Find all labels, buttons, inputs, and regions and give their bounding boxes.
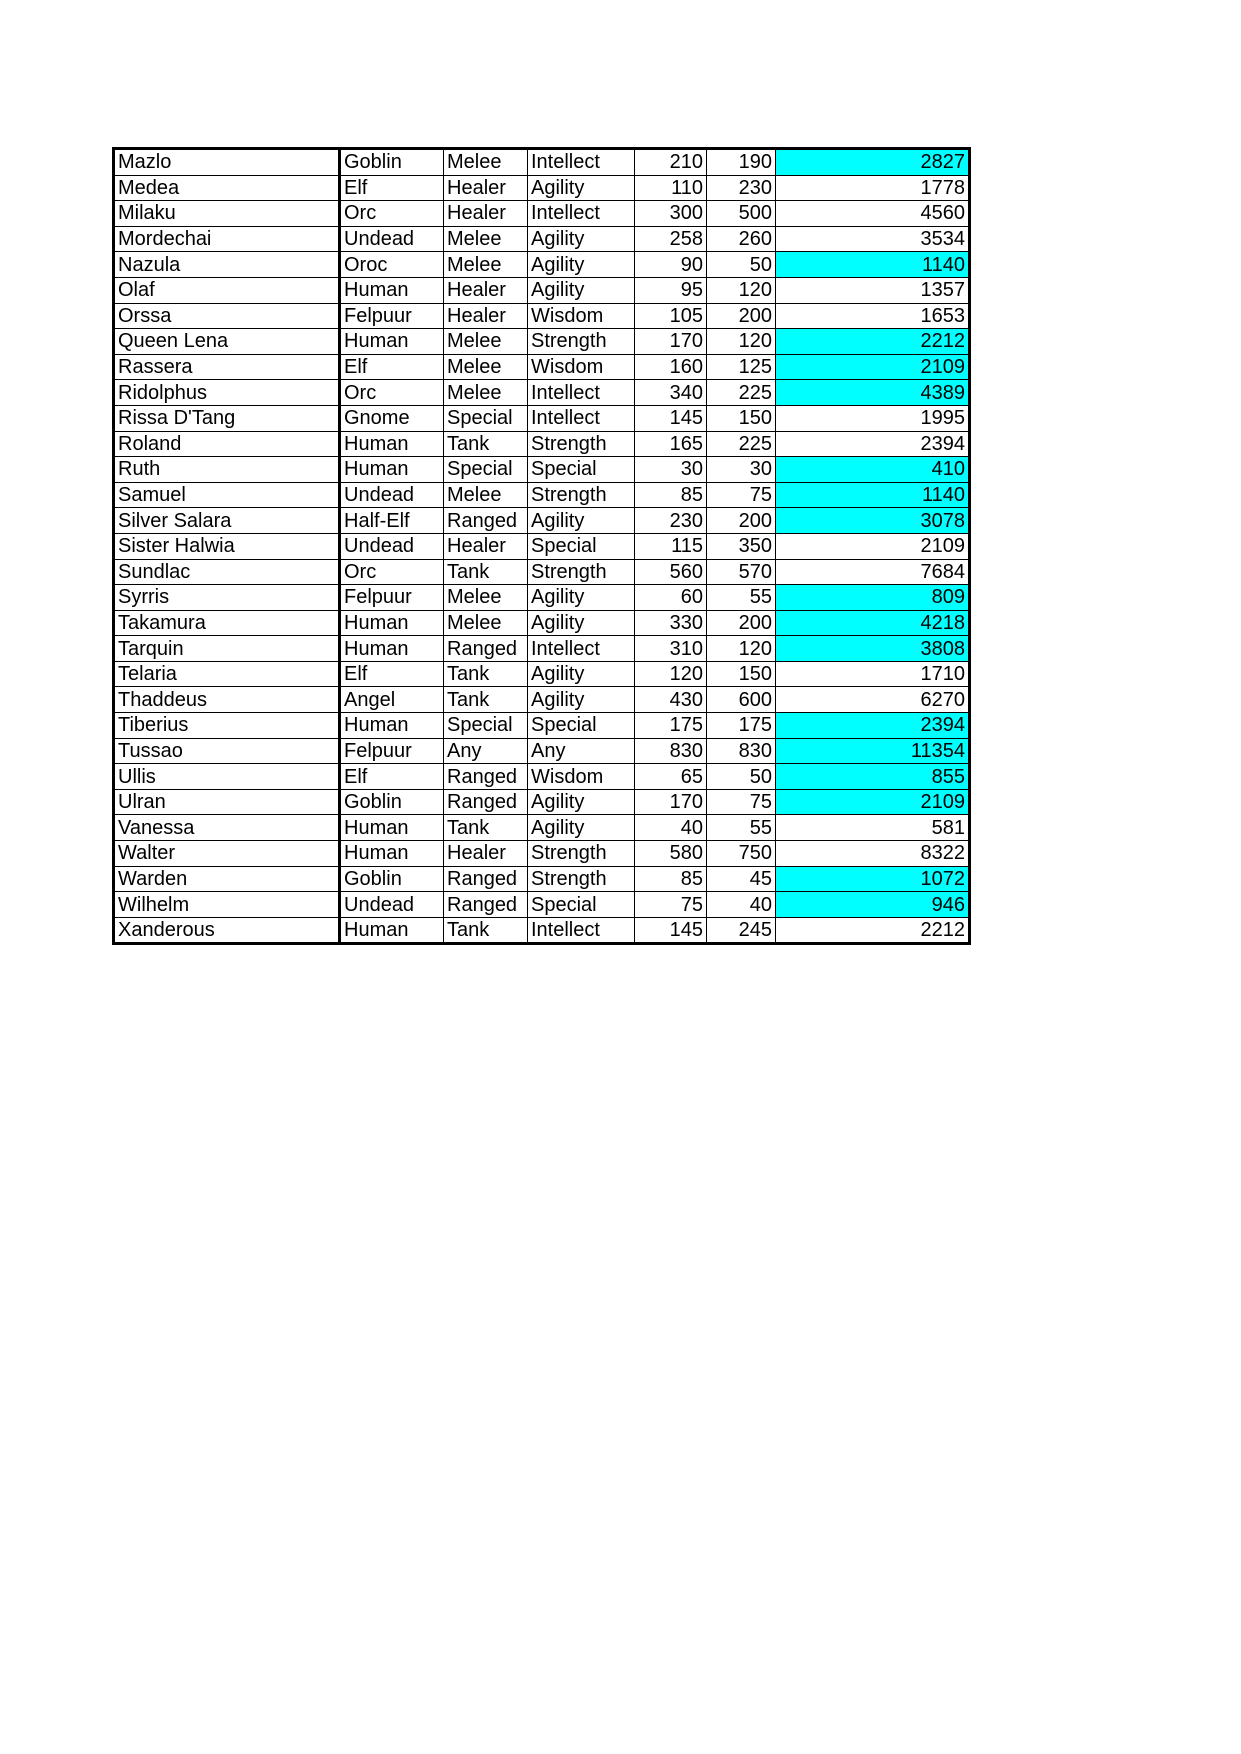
- table-row: [114, 457, 970, 483]
- table-row: [114, 713, 970, 739]
- total-cell: 7684: [776, 559, 970, 585]
- stat-cell: Agility: [528, 508, 635, 534]
- role-cell: Melee: [444, 149, 528, 176]
- character-table: [112, 147, 971, 945]
- table-row: [114, 815, 970, 841]
- table-row: [114, 431, 970, 457]
- table-row: [114, 892, 970, 918]
- role-cell: Special: [444, 713, 528, 739]
- name-cell: Medea: [114, 175, 340, 201]
- name-cell: Mazlo: [114, 149, 340, 176]
- value1-cell: 170: [635, 329, 707, 355]
- total-cell: 1653: [776, 303, 970, 329]
- name-cell: Ruth: [114, 457, 340, 483]
- table-row: [114, 226, 970, 252]
- total-cell: 6270: [776, 687, 970, 713]
- table-row: [114, 533, 970, 559]
- stat-cell: Strength: [528, 841, 635, 867]
- race-cell: Elf: [340, 661, 444, 687]
- value1-cell: 145: [635, 405, 707, 431]
- race-cell: Human: [340, 431, 444, 457]
- race-cell: Felpuur: [340, 303, 444, 329]
- role-cell: Special: [444, 457, 528, 483]
- stat-cell: Strength: [528, 559, 635, 585]
- value1-cell: 85: [635, 866, 707, 892]
- stat-cell: Wisdom: [528, 303, 635, 329]
- stat-cell: Strength: [528, 482, 635, 508]
- race-cell: Elf: [340, 354, 444, 380]
- value1-cell: 210: [635, 149, 707, 176]
- table-row: [114, 354, 970, 380]
- value1-cell: 65: [635, 764, 707, 790]
- value2-cell: 120: [707, 636, 776, 662]
- table-row: [114, 687, 970, 713]
- race-cell: Oroc: [340, 252, 444, 278]
- value2-cell: 150: [707, 405, 776, 431]
- role-cell: Tank: [444, 559, 528, 585]
- total-cell: 2827: [776, 149, 970, 176]
- table-row: [114, 764, 970, 790]
- role-cell: Melee: [444, 226, 528, 252]
- name-cell: Warden: [114, 866, 340, 892]
- total-cell: 1778: [776, 175, 970, 201]
- race-cell: Goblin: [340, 789, 444, 815]
- stat-cell: Agility: [528, 789, 635, 815]
- role-cell: Healer: [444, 303, 528, 329]
- total-cell: 2109: [776, 789, 970, 815]
- value1-cell: 120: [635, 661, 707, 687]
- table-row: [114, 738, 970, 764]
- stat-cell: Agility: [528, 661, 635, 687]
- stat-cell: Strength: [528, 431, 635, 457]
- value2-cell: 50: [707, 252, 776, 278]
- stat-cell: Agility: [528, 252, 635, 278]
- name-cell: Wilhelm: [114, 892, 340, 918]
- table-row: [114, 559, 970, 585]
- value1-cell: 310: [635, 636, 707, 662]
- value2-cell: 200: [707, 508, 776, 534]
- race-cell: Undead: [340, 482, 444, 508]
- table-row: [114, 149, 970, 176]
- stat-cell: Agility: [528, 175, 635, 201]
- value1-cell: 115: [635, 533, 707, 559]
- total-cell: 1995: [776, 405, 970, 431]
- role-cell: Melee: [444, 610, 528, 636]
- table-row: [114, 841, 970, 867]
- table-row: [114, 201, 970, 227]
- table-row: [114, 866, 970, 892]
- value1-cell: 90: [635, 252, 707, 278]
- value2-cell: 245: [707, 917, 776, 944]
- total-cell: 1140: [776, 482, 970, 508]
- role-cell: Healer: [444, 201, 528, 227]
- stat-cell: Intellect: [528, 149, 635, 176]
- value2-cell: 230: [707, 175, 776, 201]
- stat-cell: Special: [528, 533, 635, 559]
- value2-cell: 45: [707, 866, 776, 892]
- table-row: [114, 585, 970, 611]
- table-row: [114, 610, 970, 636]
- race-cell: Orc: [340, 559, 444, 585]
- race-cell: Human: [340, 636, 444, 662]
- role-cell: Healer: [444, 175, 528, 201]
- role-cell: Ranged: [444, 789, 528, 815]
- role-cell: Healer: [444, 841, 528, 867]
- value1-cell: 95: [635, 277, 707, 303]
- value2-cell: 75: [707, 482, 776, 508]
- total-cell: 1140: [776, 252, 970, 278]
- race-cell: Angel: [340, 687, 444, 713]
- table-row: [114, 661, 970, 687]
- total-cell: 855: [776, 764, 970, 790]
- total-cell: 946: [776, 892, 970, 918]
- role-cell: Melee: [444, 329, 528, 355]
- total-cell: 809: [776, 585, 970, 611]
- value1-cell: 430: [635, 687, 707, 713]
- total-cell: 2212: [776, 917, 970, 944]
- value1-cell: 145: [635, 917, 707, 944]
- value2-cell: 40: [707, 892, 776, 918]
- race-cell: Human: [340, 713, 444, 739]
- value1-cell: 60: [635, 585, 707, 611]
- value2-cell: 50: [707, 764, 776, 790]
- race-cell: Goblin: [340, 149, 444, 176]
- stat-cell: Intellect: [528, 636, 635, 662]
- value1-cell: 330: [635, 610, 707, 636]
- race-cell: Human: [340, 815, 444, 841]
- value2-cell: 225: [707, 431, 776, 457]
- total-cell: 3534: [776, 226, 970, 252]
- value1-cell: 30: [635, 457, 707, 483]
- name-cell: Tussao: [114, 738, 340, 764]
- role-cell: Tank: [444, 917, 528, 944]
- stat-cell: Agility: [528, 585, 635, 611]
- role-cell: Ranged: [444, 636, 528, 662]
- total-cell: 410: [776, 457, 970, 483]
- table-row: [114, 482, 970, 508]
- name-cell: Vanessa: [114, 815, 340, 841]
- total-cell: 11354: [776, 738, 970, 764]
- value1-cell: 110: [635, 175, 707, 201]
- role-cell: Tank: [444, 687, 528, 713]
- name-cell: Tiberius: [114, 713, 340, 739]
- race-cell: Undead: [340, 226, 444, 252]
- total-cell: 1710: [776, 661, 970, 687]
- name-cell: Samuel: [114, 482, 340, 508]
- table-body: [114, 149, 970, 944]
- role-cell: Ranged: [444, 892, 528, 918]
- value2-cell: 200: [707, 303, 776, 329]
- table-row: [114, 789, 970, 815]
- stat-cell: Special: [528, 713, 635, 739]
- name-cell: Takamura: [114, 610, 340, 636]
- race-cell: Elf: [340, 175, 444, 201]
- role-cell: Healer: [444, 277, 528, 303]
- table-row: [114, 636, 970, 662]
- total-cell: 2394: [776, 713, 970, 739]
- stat-cell: Wisdom: [528, 354, 635, 380]
- total-cell: 2109: [776, 354, 970, 380]
- race-cell: Goblin: [340, 866, 444, 892]
- race-cell: Felpuur: [340, 738, 444, 764]
- role-cell: Melee: [444, 585, 528, 611]
- table-row: [114, 917, 970, 944]
- value1-cell: 580: [635, 841, 707, 867]
- role-cell: Ranged: [444, 866, 528, 892]
- race-cell: Half-Elf: [340, 508, 444, 534]
- race-cell: Human: [340, 841, 444, 867]
- stat-cell: Intellect: [528, 405, 635, 431]
- value2-cell: 500: [707, 201, 776, 227]
- total-cell: 4218: [776, 610, 970, 636]
- role-cell: Tank: [444, 431, 528, 457]
- name-cell: Rassera: [114, 354, 340, 380]
- value1-cell: 75: [635, 892, 707, 918]
- race-cell: Human: [340, 610, 444, 636]
- value2-cell: 120: [707, 329, 776, 355]
- total-cell: 8322: [776, 841, 970, 867]
- value2-cell: 75: [707, 789, 776, 815]
- value1-cell: 258: [635, 226, 707, 252]
- value1-cell: 40: [635, 815, 707, 841]
- role-cell: Melee: [444, 482, 528, 508]
- value1-cell: 105: [635, 303, 707, 329]
- race-cell: Felpuur: [340, 585, 444, 611]
- value1-cell: 85: [635, 482, 707, 508]
- total-cell: 4389: [776, 380, 970, 406]
- stat-cell: Intellect: [528, 380, 635, 406]
- name-cell: Telaria: [114, 661, 340, 687]
- name-cell: Mordechai: [114, 226, 340, 252]
- table-row: [114, 252, 970, 278]
- total-cell: 1072: [776, 866, 970, 892]
- value2-cell: 150: [707, 661, 776, 687]
- role-cell: Any: [444, 738, 528, 764]
- table-row: [114, 405, 970, 431]
- total-cell: 581: [776, 815, 970, 841]
- value1-cell: 230: [635, 508, 707, 534]
- role-cell: Ranged: [444, 508, 528, 534]
- table-row: [114, 303, 970, 329]
- value2-cell: 55: [707, 815, 776, 841]
- value2-cell: 125: [707, 354, 776, 380]
- total-cell: 1357: [776, 277, 970, 303]
- race-cell: Elf: [340, 764, 444, 790]
- stat-cell: Agility: [528, 815, 635, 841]
- name-cell: Milaku: [114, 201, 340, 227]
- name-cell: Sister Halwia: [114, 533, 340, 559]
- total-cell: 2109: [776, 533, 970, 559]
- value1-cell: 165: [635, 431, 707, 457]
- race-cell: Human: [340, 457, 444, 483]
- name-cell: Tarquin: [114, 636, 340, 662]
- role-cell: Ranged: [444, 764, 528, 790]
- name-cell: Thaddeus: [114, 687, 340, 713]
- value2-cell: 190: [707, 149, 776, 176]
- name-cell: Roland: [114, 431, 340, 457]
- role-cell: Healer: [444, 533, 528, 559]
- stat-cell: Wisdom: [528, 764, 635, 790]
- value2-cell: 600: [707, 687, 776, 713]
- value2-cell: 830: [707, 738, 776, 764]
- stat-cell: Agility: [528, 687, 635, 713]
- race-cell: Undead: [340, 892, 444, 918]
- stat-cell: Strength: [528, 866, 635, 892]
- value2-cell: 570: [707, 559, 776, 585]
- table-row: [114, 277, 970, 303]
- total-cell: 2394: [776, 431, 970, 457]
- stat-cell: Agility: [528, 226, 635, 252]
- race-cell: Human: [340, 329, 444, 355]
- role-cell: Melee: [444, 252, 528, 278]
- value2-cell: 120: [707, 277, 776, 303]
- race-cell: Gnome: [340, 405, 444, 431]
- name-cell: Orssa: [114, 303, 340, 329]
- stat-cell: Intellect: [528, 201, 635, 227]
- value2-cell: 750: [707, 841, 776, 867]
- value2-cell: 200: [707, 610, 776, 636]
- name-cell: Nazula: [114, 252, 340, 278]
- name-cell: Walter: [114, 841, 340, 867]
- name-cell: Silver Salara: [114, 508, 340, 534]
- value2-cell: 55: [707, 585, 776, 611]
- race-cell: Orc: [340, 201, 444, 227]
- race-cell: Undead: [340, 533, 444, 559]
- table-row: [114, 508, 970, 534]
- stat-cell: Strength: [528, 329, 635, 355]
- value1-cell: 340: [635, 380, 707, 406]
- role-cell: Melee: [444, 380, 528, 406]
- stat-cell: Special: [528, 892, 635, 918]
- table-row: [114, 329, 970, 355]
- value2-cell: 175: [707, 713, 776, 739]
- value2-cell: 350: [707, 533, 776, 559]
- name-cell: Ullis: [114, 764, 340, 790]
- value2-cell: 225: [707, 380, 776, 406]
- value1-cell: 175: [635, 713, 707, 739]
- name-cell: Ulran: [114, 789, 340, 815]
- race-cell: Orc: [340, 380, 444, 406]
- name-cell: Rissa D'Tang: [114, 405, 340, 431]
- value2-cell: 260: [707, 226, 776, 252]
- value1-cell: 170: [635, 789, 707, 815]
- total-cell: 3808: [776, 636, 970, 662]
- role-cell: Tank: [444, 815, 528, 841]
- stat-cell: Intellect: [528, 917, 635, 944]
- name-cell: Olaf: [114, 277, 340, 303]
- name-cell: Queen Lena: [114, 329, 340, 355]
- stat-cell: Any: [528, 738, 635, 764]
- table-row: [114, 380, 970, 406]
- name-cell: Xanderous: [114, 917, 340, 944]
- value1-cell: 560: [635, 559, 707, 585]
- race-cell: Human: [340, 917, 444, 944]
- total-cell: 3078: [776, 508, 970, 534]
- name-cell: Ridolphus: [114, 380, 340, 406]
- role-cell: Tank: [444, 661, 528, 687]
- race-cell: Human: [340, 277, 444, 303]
- stat-cell: Agility: [528, 277, 635, 303]
- value1-cell: 300: [635, 201, 707, 227]
- total-cell: 2212: [776, 329, 970, 355]
- value1-cell: 160: [635, 354, 707, 380]
- name-cell: Syrris: [114, 585, 340, 611]
- role-cell: Special: [444, 405, 528, 431]
- stat-cell: Special: [528, 457, 635, 483]
- stat-cell: Agility: [528, 610, 635, 636]
- table-row: [114, 175, 970, 201]
- name-cell: Sundlac: [114, 559, 340, 585]
- value1-cell: 830: [635, 738, 707, 764]
- role-cell: Melee: [444, 354, 528, 380]
- value2-cell: 30: [707, 457, 776, 483]
- total-cell: 4560: [776, 201, 970, 227]
